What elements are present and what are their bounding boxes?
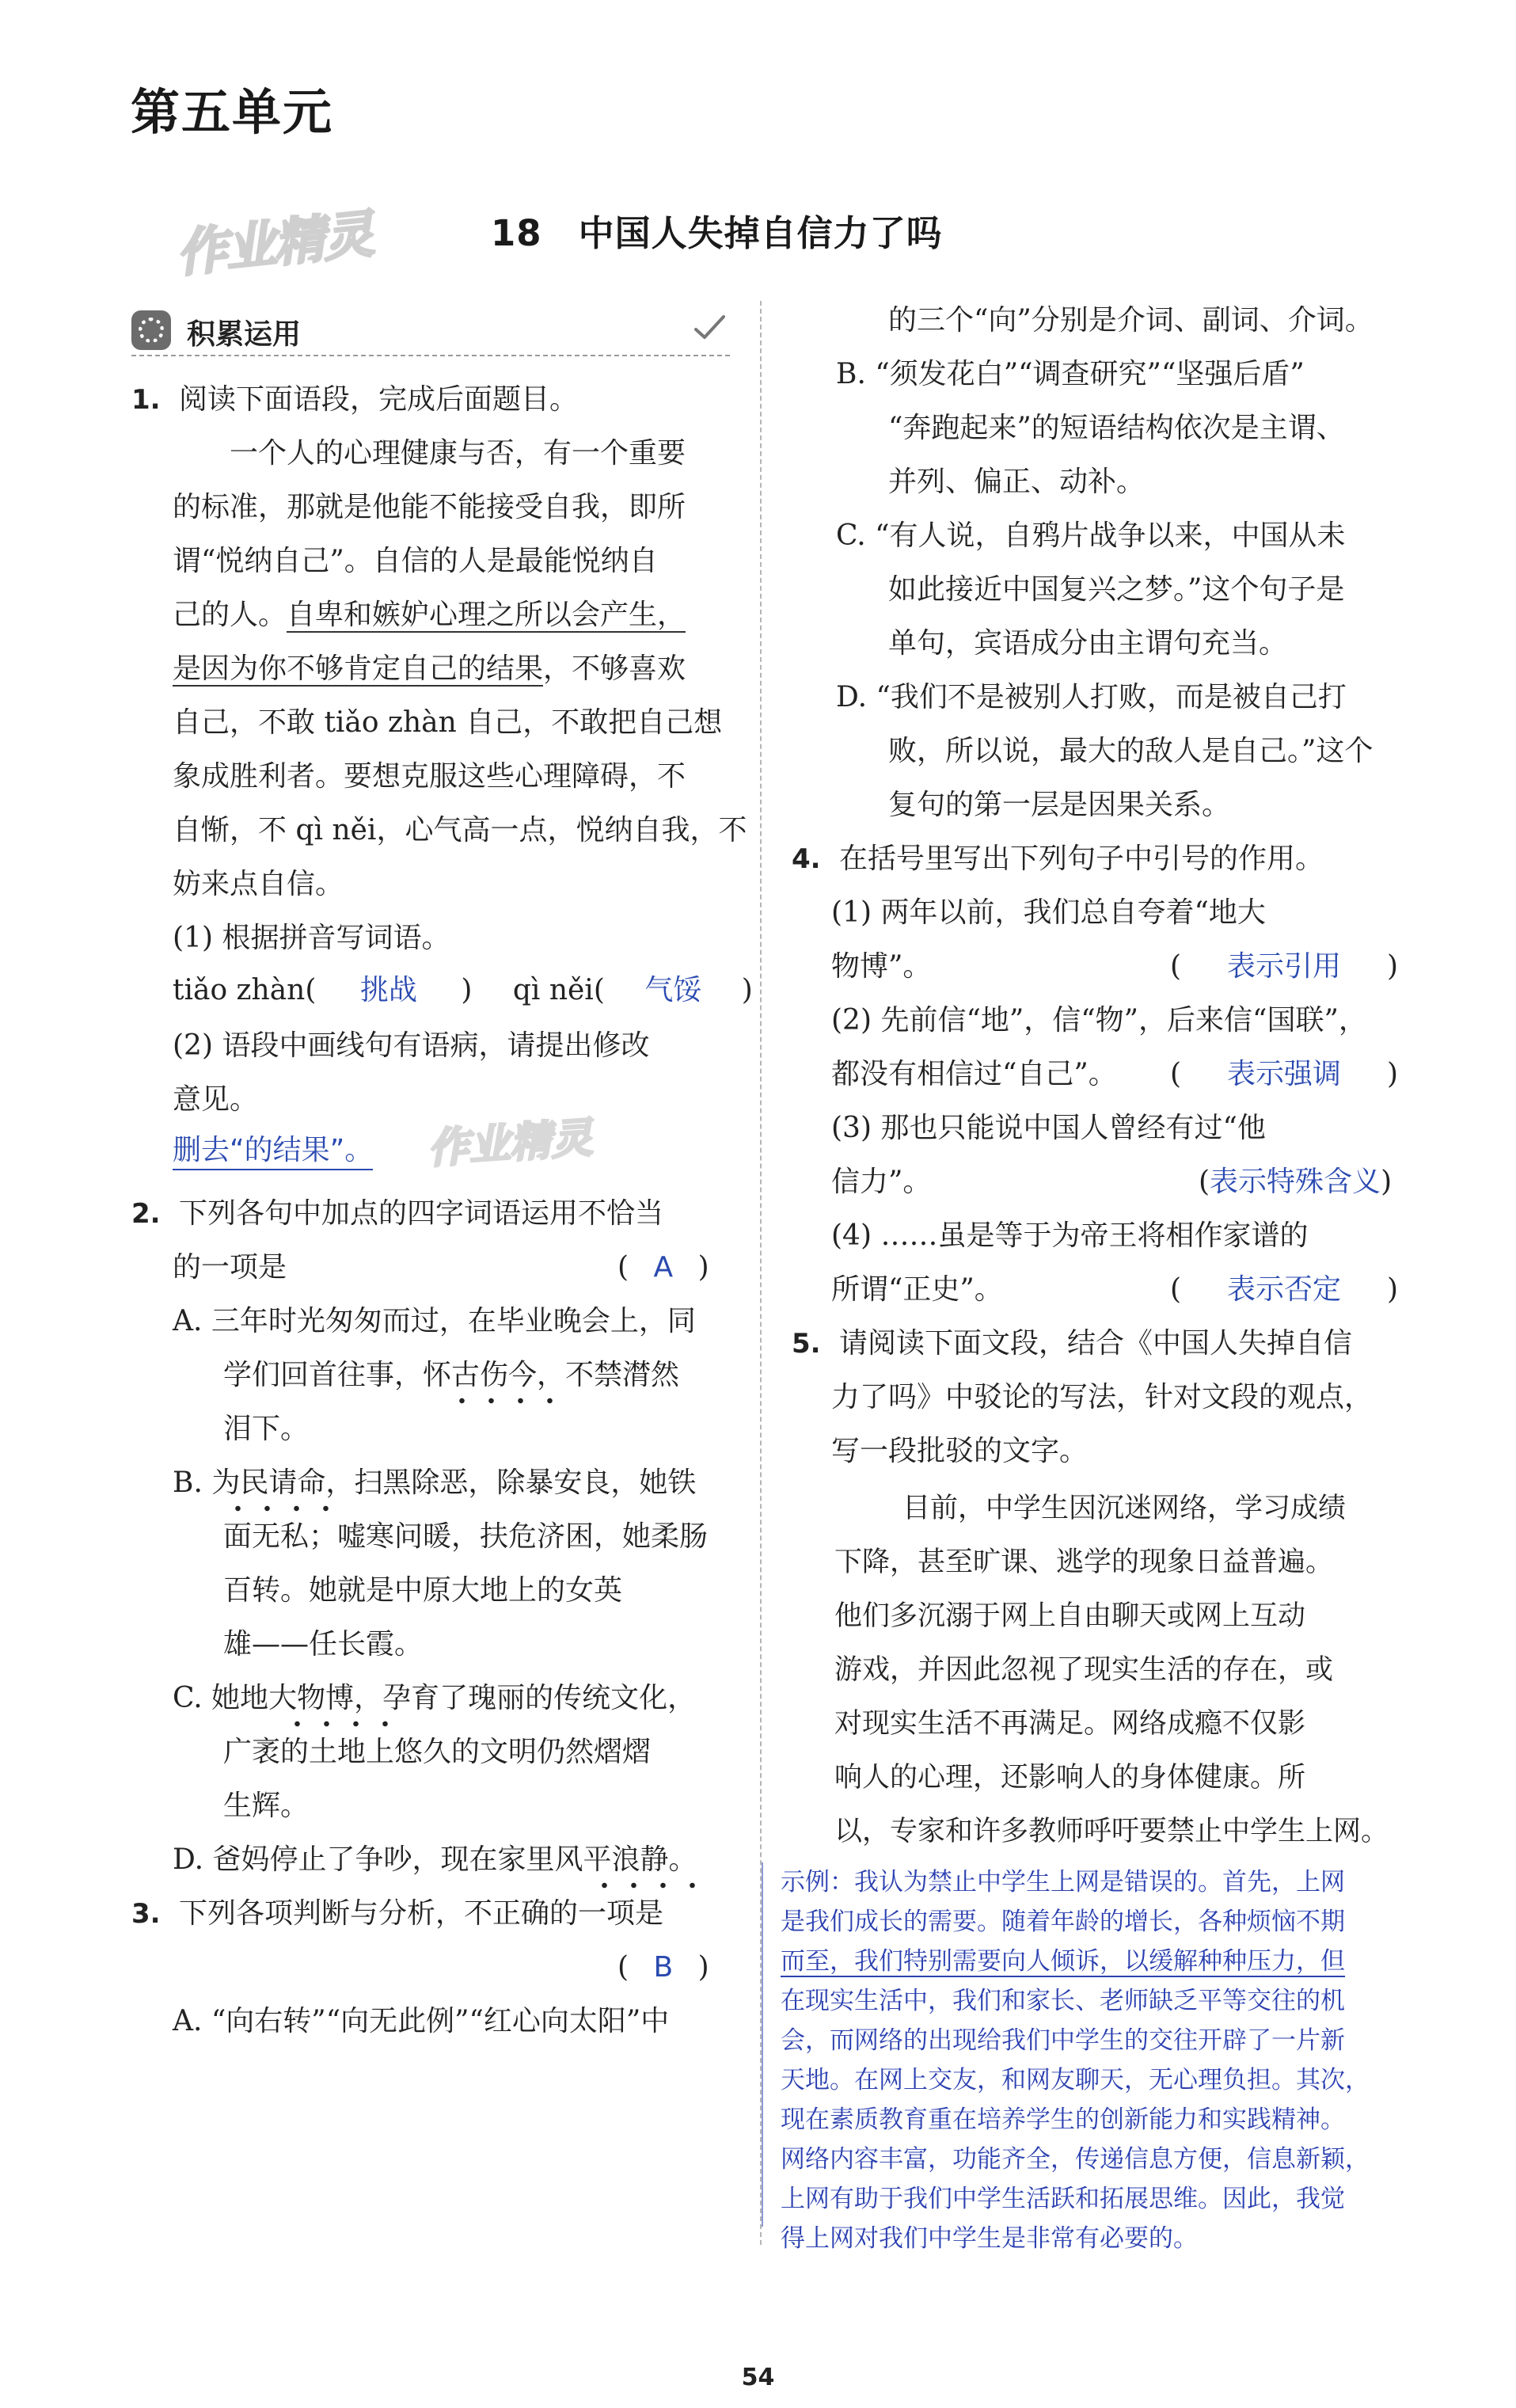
passage-line: 谓“悦纳自己”。自信的人是最能悦纳自 (173, 545, 658, 577)
answer-text: 删去“的结果”。 (173, 1132, 373, 1170)
answer-bracket (617, 1250, 709, 1286)
sub-item: 所谓“正史”。 (831, 1273, 1003, 1306)
watermark-logo: 作业精灵 (173, 205, 375, 284)
passage-line: 的标准，那就是他能不能接受自我，即所 (173, 491, 686, 523)
passage-line: 自己，不敢 tiǎo zhàn 自己，不敢把自己想 (173, 706, 723, 739)
option-d: D. “我们不是被别人打败，而是被自己打 (836, 681, 1347, 713)
passage-line: 以，专家和许多教师呼吁要禁止中学生上网。 (834, 1816, 1389, 1847)
passage-line: 下降，甚至旷课、逃学的现象日益普遍。 (834, 1546, 1334, 1578)
answer-text: 表示引用 (1227, 950, 1342, 983)
option-text: 泪下。 (223, 1413, 310, 1445)
pinyin-label: tiǎo zhàn( (173, 974, 317, 1006)
sub-question-2-cont: 意见。 (173, 1083, 259, 1116)
question-stem-cont: 写一段批驳的文字。 (831, 1435, 1089, 1467)
option-text: 如此接近中国复兴之梦。”这个句子是 (888, 573, 1345, 606)
bracket-open: ( (617, 1951, 629, 1984)
emphasis-dots (590, 1882, 707, 1889)
question-4 (792, 841, 1324, 877)
answer-bracket: ( 表示引用 ) (1170, 949, 1398, 985)
question-number: 5. (792, 1328, 821, 1360)
question-stem: 请阅读下面文段，结合《中国人失掉自信 (839, 1327, 1353, 1360)
lesson-number: 18 (491, 212, 542, 254)
option-text: 生辉。 (223, 1790, 310, 1822)
passage-line: 响人的心理，还影响人的身体健康。所 (834, 1762, 1306, 1794)
passage-text: 己的人。 (173, 599, 287, 631)
option-text: 面无私；嘘寒问暖，扶危济困，她柔肠 (223, 1520, 709, 1553)
passage-line (173, 651, 686, 687)
lesson-title-text: 中国人失掉自信力了吗 (578, 212, 943, 254)
sub-item: (4) ……虽是等于为帝王将相作家谱的 (831, 1219, 1309, 1252)
emphasis-dots (223, 1505, 340, 1512)
section-header (131, 307, 730, 356)
watermark-logo: 作业精灵 (426, 1114, 595, 1174)
page-number: 54 (741, 2364, 775, 2391)
passage-line: 目前，中学生因沉迷网络，学习成绩 (902, 1493, 1347, 1524)
answer-line: 网络内容丰富，功能齐全，传递信息方便，信息新颖， (781, 2145, 1370, 2174)
sub-question-2: (2) 语段中画线句有语病，请提出修改 (173, 1029, 650, 1062)
pinyin-row (173, 972, 753, 1009)
answer-line: 得上网对我们中学生是非常有必要的。 (781, 2224, 1198, 2253)
question-stem: 下列各句中加点的四字词语运用不恰当 (179, 1197, 664, 1230)
lesson-title (491, 204, 943, 256)
question-number: 2. (131, 1198, 161, 1230)
answer-text: 表示特殊含义 (1210, 1166, 1381, 1198)
answer-line: 在现实生活中，我们和家长、老师缺乏平等交往的机 (781, 1987, 1345, 2015)
answer-text: A (653, 1251, 674, 1284)
answer-text: B (653, 1951, 674, 1984)
passage-line: 他们多沉溺于网上自由聊天或网上互动 (834, 1600, 1306, 1632)
option-c: C. “有人说，自鸦片战争以来，中国从未 (836, 519, 1346, 552)
question-5 (792, 1326, 1352, 1362)
answer-margin-line (762, 1862, 776, 2227)
option-text: 复句的第一层是因果关系。 (888, 789, 1231, 821)
answer-text: 表示强调 (1227, 1058, 1342, 1090)
answer-bracket: ( 表示强调 ) (1170, 1056, 1398, 1093)
option-c: C. 她地大物博，孕育了瑰丽的传统文化， (173, 1682, 697, 1714)
answer-text: 而至，我们特别需要向人倾诉，以缓解种种压力，但 (781, 1947, 1345, 1976)
gear-icon (131, 310, 171, 350)
answer-line: 示例：我认为禁止中学生上网是错误的。首先，上网 (781, 1868, 1345, 1896)
option-text: 并列、偏正、动补。 (888, 466, 1146, 498)
bracket-close: ) (697, 1251, 709, 1284)
passage-line: 妨来点自信。 (173, 868, 344, 900)
option-text: 败，所以说，最大的敌人是自己。”这个 (888, 735, 1374, 767)
answer-bracket: (表示特殊含义) (1199, 1166, 1393, 1198)
passage-line: 一个人的心理健康与否，有一个重要 (230, 437, 686, 470)
question-number: 4. (792, 843, 821, 875)
answer-line: 上网有助于我们中学生活跃和拓展思维。因此，我觉 (781, 2185, 1345, 2213)
section-label: 积累运用 (187, 318, 302, 351)
option-text: 百转。她就是中原大地上的女英 (223, 1574, 623, 1607)
answer-text: 挑战 (359, 974, 417, 1006)
emphasis-dots (283, 1721, 400, 1727)
passage-line: 象成胜利者。要想克服这些心理障碍，不 (173, 760, 686, 793)
sub-item: 物博”。 (831, 950, 932, 983)
answer-bracket: ( 表示否定 ) (1170, 1272, 1398, 1308)
option-text: 广袤的土地上悠久的文明仍然熠熠 (223, 1736, 652, 1768)
question-1 (131, 382, 578, 418)
question-stem-cont: 的一项是 (173, 1251, 287, 1284)
sub-item: (2) 先前信“地”，信“物”，后来信“国联”， (831, 1004, 1367, 1037)
option-b: B. 为民请命，扫黑除恶，除暴安良，她铁 (173, 1466, 697, 1499)
pinyin-label: qì něi( (512, 974, 605, 1006)
passage-text: ，不够喜欢 (543, 652, 686, 685)
question-3 (131, 1896, 663, 1932)
answer-line (781, 1942, 1345, 1981)
option-text: 单句，宾语成分由主谓句充当。 (888, 627, 1288, 660)
underlined-sentence: 是因为你不够肯定自己的结果 (173, 652, 544, 685)
passage-line: 游戏，并因此忽视了现实生活的存在，或 (834, 1654, 1334, 1686)
option-a: A. “向右转”“向无此例”“红心向太阳”中 (173, 2005, 670, 2037)
option-a: A. 三年时光匆匆而过，在毕业晚会上，同 (173, 1305, 696, 1337)
question-number: 1. (131, 384, 161, 416)
option-text: 学们回首往事，怀古伤今，不禁潸然 (223, 1359, 680, 1391)
underlined-sentence: 自卑和嫉妒心理之所以会产生， (287, 599, 686, 631)
passage-line: 对现实生活不再满足。网络成瘾不仅影 (834, 1708, 1306, 1740)
question-stem-cont: 力了吗》中驳论的写法，针对文段的观点， (831, 1381, 1374, 1413)
sub-question-1: (1) 根据拼音写词语。 (173, 922, 450, 954)
option-text: “奔跑起来”的短语结构依次是主谓、 (888, 412, 1345, 444)
option-text: 的三个“向”分别是介词、副词、介词。 (888, 304, 1374, 337)
answer-text: 表示否定 (1227, 1273, 1342, 1306)
option-text: 雄——任长霞。 (223, 1628, 424, 1660)
question-stem: 下列各项判断与分析，不正确的一项是 (179, 1897, 664, 1930)
bracket-close: ) (741, 974, 753, 1006)
answer-line: 会，而网络的出现给我们中学生的交往开辟了一片新 (781, 2026, 1345, 2055)
bracket-close: ) (697, 1951, 709, 1984)
question-stem: 阅读下面语段，完成后面题目。 (179, 383, 579, 416)
passage-line: 自惭，不 qì něi，心气高一点，悦纳自我，不 (173, 814, 747, 846)
sub-item: 信力”。 (831, 1166, 932, 1198)
answer-text: 气馁 (644, 974, 702, 1006)
answer-line: 是我们成长的需要。随着年龄的增长，各种烦恼不期 (781, 1908, 1345, 1936)
sub-item: (1) 两年以前，我们总自夸着“地大 (831, 896, 1266, 929)
passage-line (173, 597, 686, 633)
bracket-open: ( (617, 1251, 629, 1284)
bracket-close: ) (461, 974, 473, 1006)
question-stem: 在括号里写出下列句子中引号的作用。 (839, 843, 1324, 875)
option-b: B. “须发花白”“调查研究”“坚强后盾” (836, 358, 1305, 390)
question-number: 3. (131, 1898, 161, 1930)
unit-title: 第五单元 (131, 83, 334, 141)
question-2 (131, 1196, 663, 1232)
sub-item: 都没有相信过“自己”。 (831, 1058, 1117, 1090)
answer-line: 天地。在网上交友，和网友聊天，无心理负担。其次， (781, 2066, 1370, 2094)
checkmark-icon (693, 312, 725, 344)
emphasis-dots (447, 1398, 564, 1404)
sub-item: (3) 那也只能说中国人曾经有过“他 (831, 1112, 1266, 1144)
answer-bracket (617, 1950, 709, 1986)
option-d: D. 爸妈停止了争吵，现在家里风平浪静。 (173, 1843, 697, 1876)
answer-line: 现在素质教育重在培养学生的创新能力和实践精神。 (781, 2106, 1345, 2134)
